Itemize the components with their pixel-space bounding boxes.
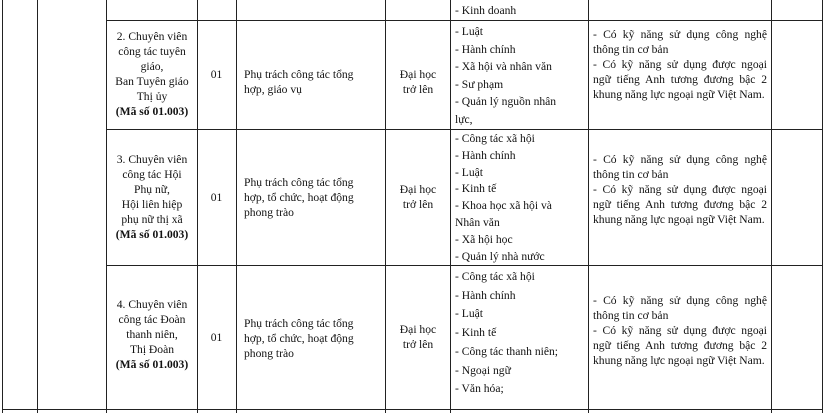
duty-description: Phụ trách công tác tổng hợp, tổ chức, hoạt động phong trào [244, 317, 354, 360]
major-item: lực, [455, 112, 473, 126]
degree-requirement: Đại học trở lên [399, 323, 437, 351]
table-column-divider [450, 0, 451, 413]
row-divider [106, 20, 823, 21]
major-list [455, 23, 585, 128]
skill-item: - Có kỹ năng sử dụng được ngoại ngữ tiếng Anh tương đương bậc 2 khung năng lực ngoại ngữ Việt Nam. [593, 183, 767, 226]
major-item: - Ngoại ngữ [455, 363, 511, 377]
major-item: - Sư phạm [455, 77, 504, 91]
major-item: - Xã hội và nhân văn [455, 60, 552, 73]
position-title: 3. Chuyên viên công tác Hội Phụ nữ, Hội liên hiệp phụ nữ thị xã (Mã số 01.003) [115, 153, 189, 241]
major-item: - Kinh tế [455, 326, 497, 340]
position-code: (Mã số 01.003) [115, 228, 189, 241]
row-divider [106, 129, 823, 130]
major-list [455, 268, 585, 399]
skill-item: - Có kỹ năng sử dụng công nghệ thông tin cơ bản [593, 153, 767, 181]
position-title: 2. Chuyên viên công tác tuyên giáo, Ban Tuyên giáo Thị ủy (Mã số 01.003) [115, 30, 189, 118]
position-code: (Mã số 01.003) [115, 358, 189, 371]
major-item: - Công tác xã hội [455, 270, 535, 283]
major-item: - Hành chính [455, 42, 516, 56]
table-column-divider [236, 0, 237, 413]
major-item: - Luật [455, 307, 484, 321]
quantity: 01 [210, 191, 223, 204]
duty-description: Phụ trách công tác tổng hợp, giáo vụ [244, 68, 354, 96]
major-item: - Luật [455, 165, 484, 179]
quantity: 01 [210, 331, 223, 344]
major-item: - Xã hội học [455, 232, 513, 246]
table-column-divider [197, 0, 198, 413]
table-column-divider [771, 0, 772, 413]
skill-item: - Có kỹ năng sử dụng công nghệ thông tin cơ bản [593, 294, 767, 322]
skill-requirements [593, 152, 767, 227]
table-border-bottom [2, 409, 823, 410]
major-item: - Hành chính [455, 148, 516, 162]
major-list [455, 131, 585, 265]
table-column-divider [37, 0, 38, 413]
skill-item: - Có kỹ năng sử dụng công nghệ thông tin cơ bản [593, 28, 767, 56]
skill-requirements [593, 27, 767, 102]
skill-item: - Có kỹ năng sử dụng được ngoại ngữ tiếng Anh tương đương bậc 2 khung năng lực ngoại ngữ Việt Nam. [593, 58, 767, 101]
major-item: - Công tác xã hội [455, 132, 535, 145]
major-item: - Kinh doanh [455, 4, 517, 17]
duty-description: Phụ trách công tác tổng hợp, tổ chức, hoạt động phong trào [244, 176, 354, 219]
major-item: - Kinh tế [455, 182, 497, 196]
major-item: - Khoa học xã hội và [455, 199, 552, 213]
major-item: - Luật [455, 25, 484, 38]
major-item: - Hành chính [455, 288, 516, 302]
table-border-right [822, 0, 823, 413]
skill-item: - Có kỹ năng sử dụng được ngoại ngữ tiếng Anh tương đương bậc 2 khung năng lực ngoại ngữ Việt Nam. [593, 324, 767, 367]
degree-requirement: Đại học trở lên [399, 183, 437, 211]
position-title: 4. Chuyên viên công tác Đoàn thanh niên, Thị Đoàn (Mã số 01.003) [115, 298, 189, 371]
degree-requirement: Đại học trở lên [399, 68, 437, 96]
table-column-divider [588, 0, 589, 413]
position-code: (Mã số 01.003) [115, 105, 189, 118]
major-item: - Công tác thanh niên; [455, 344, 559, 358]
major-item: - Quản lý nhà nước [455, 249, 545, 263]
quantity: 01 [210, 68, 223, 81]
major-item: - Văn hóa; [455, 382, 504, 396]
major-item: - Quản lý nguồn nhân [455, 95, 557, 108]
major-item: Nhân văn [455, 215, 500, 229]
table-border-left [2, 0, 3, 413]
skill-requirements [593, 293, 767, 368]
